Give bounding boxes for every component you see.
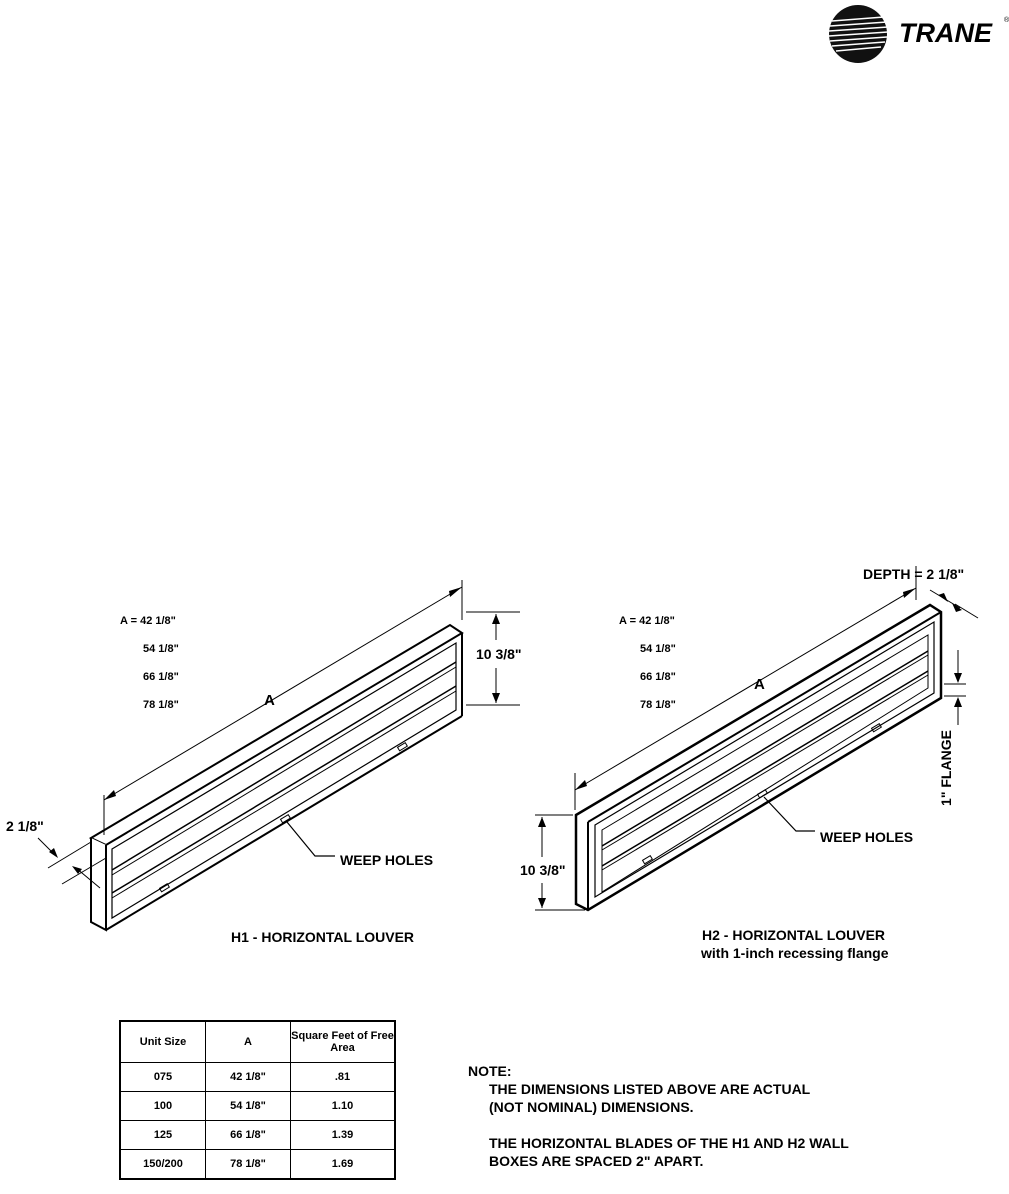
h2-a-value-3: 66 1/8" [640,671,676,683]
h1-a-value-4: 78 1/8" [143,699,179,711]
h1-a-value-2: 54 1/8" [143,643,179,655]
h2-a-dimension-label: A [754,676,765,693]
h1-a-dimension-label: A [264,692,275,709]
table-row [120,1063,395,1092]
h1-louver-drawing [38,580,520,930]
table-row [120,1121,395,1150]
h1-weep-holes-label: WEEP HOLES [340,852,434,868]
cell-free-area: 1.10 [291,1092,396,1121]
h2-caption: H2 - HORIZONTAL LOUVER [702,927,886,943]
cell-a: 54 1/8" [206,1092,291,1121]
h2-subcaption: with 1-inch recessing flange [701,945,889,961]
h2-louver-drawing [535,566,978,910]
brand-wordmark: TRANE [899,18,992,48]
cell-a: 42 1/8" [206,1063,291,1092]
note-line-1: THE DIMENSIONS LISTED ABOVE ARE ACTUAL [489,1081,811,1097]
note-spacer [489,1116,849,1134]
h2-a-value-4: 78 1/8" [640,699,676,711]
cell-free-area: 1.69 [291,1150,396,1180]
header-unit-size: Unit Size [120,1021,206,1063]
header-free-area: Square Feet of Free Area [291,1021,396,1063]
h1-a-value-1: A = 42 1/8" [120,615,176,627]
note-title: NOTE: [468,1063,512,1079]
h2-a-value-1: A = 42 1/8" [619,615,675,627]
h2-depth-label: DEPTH = 2 1/8" [863,566,965,582]
h2-weep-holes-label: WEEP HOLES [820,829,914,845]
h1-depth-label: 2 1/8" [6,818,44,834]
cell-a: 66 1/8" [206,1121,291,1150]
cell-unit-size: 150/200 [120,1150,206,1180]
table-row [120,1150,395,1180]
table-header-row [120,1021,395,1063]
cell-unit-size: 100 [120,1092,206,1121]
cell-unit-size: 125 [120,1121,206,1150]
h1-height-label: 10 3/8" [476,646,522,662]
cell-free-area: 1.39 [291,1121,396,1150]
table-row [120,1092,395,1121]
note-line-5: BOXES ARE SPACED 2" APART. [489,1153,704,1169]
cell-free-area: .81 [291,1063,396,1092]
h1-a-value-3: 66 1/8" [143,671,179,683]
registered-mark: ® [1004,17,1009,24]
h2-a-value-2: 54 1/8" [640,643,676,655]
unit-size-table [119,1020,396,1180]
h1-caption: H1 - HORIZONTAL LOUVER [231,929,415,945]
h2-flange-label: 1" FLANGE [937,730,954,806]
h2-height-label: 10 3/8" [520,862,566,878]
cell-a: 78 1/8" [206,1150,291,1180]
note-line-2: (NOT NOMINAL) DIMENSIONS. [489,1099,694,1115]
note-line-4: THE HORIZONTAL BLADES OF THE H1 AND H2 WALL [489,1135,849,1151]
note-block [468,1062,849,1170]
header-a: A [206,1021,291,1063]
cell-unit-size: 075 [120,1063,206,1092]
